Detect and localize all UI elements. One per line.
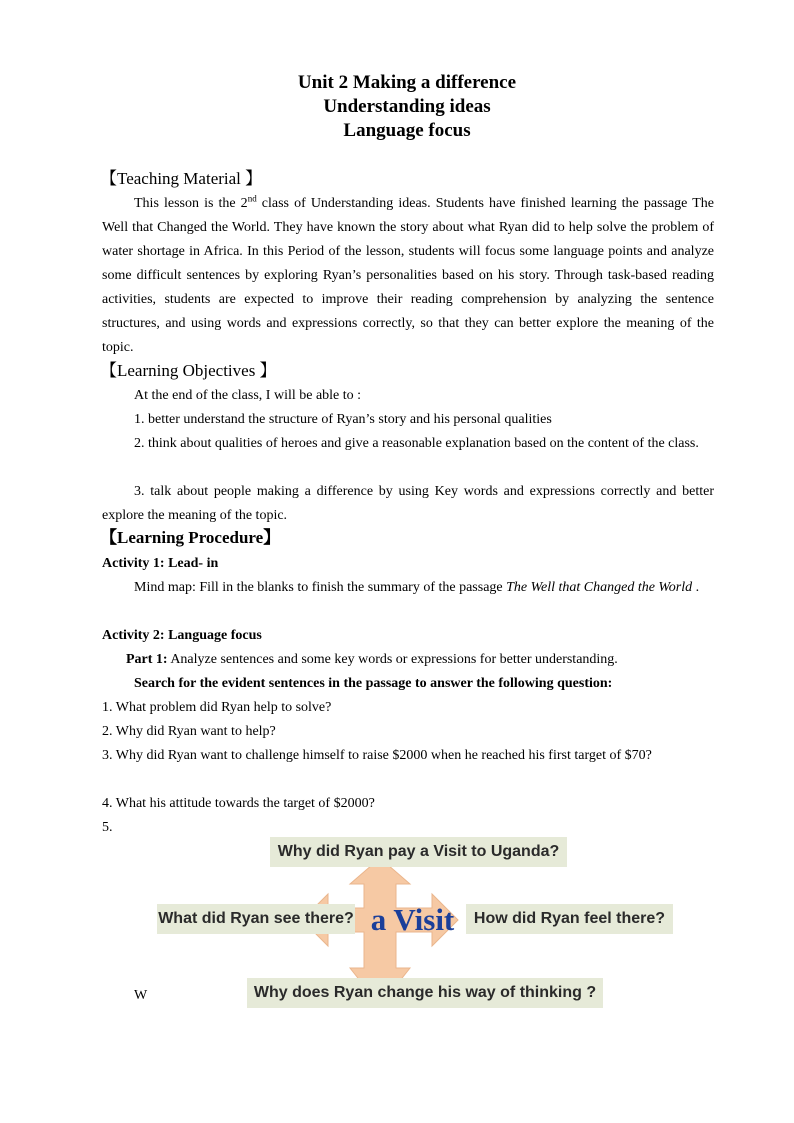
activity-1-text bbox=[102, 576, 714, 600]
activity-2-title: Activity 2: Language focus bbox=[102, 628, 262, 643]
activity-1-end: . bbox=[692, 580, 700, 595]
activity-1-title: Activity 1: Lead- in bbox=[102, 556, 219, 571]
part-1-text: Analyze sentences and some key words or expressions for better understanding. bbox=[167, 652, 618, 667]
part-1-label: Part 1: bbox=[126, 652, 168, 667]
mind-map-question-left: What did Ryan see there? bbox=[157, 904, 355, 934]
question-3: 3. Why did Ryan want to challenge himself to raise $2000 when he reached his first target of $70? bbox=[102, 748, 652, 763]
stray-letter: W bbox=[134, 988, 148, 1003]
tm-superscript: nd bbox=[247, 193, 257, 204]
unit-title: Unit 2 Making a difference bbox=[297, 72, 517, 93]
learning-objectives-heading: 【Learning Objectives 】 bbox=[100, 361, 277, 380]
objectives-intro: At the end of the class, I will be able to : bbox=[134, 388, 362, 403]
passage-title: The Well that Changed the World bbox=[506, 580, 693, 595]
activity-1-instruction: Mind map: Fill in the blanks to finish the summary of the passage bbox=[134, 580, 507, 595]
focus-title: Language focus bbox=[343, 120, 471, 141]
mind-map-question-bottom: Why does Ryan change his way of thinking ? bbox=[247, 978, 603, 1008]
objective-item-2: 2. think about qualities of heroes and give a reasonable explanation based on the content of the class. bbox=[134, 436, 699, 451]
question-1: 1. What problem did Ryan help to solve? bbox=[102, 700, 332, 715]
section-title: Understanding ideas bbox=[323, 96, 491, 117]
objective-item-3: 3. talk about people making a difference by using Key words and expressions correctly and better explore the meaning of the topic. bbox=[102, 484, 714, 523]
mind-map-question-top: Why did Ryan pay a Visit to Uganda? bbox=[270, 837, 567, 867]
mind-map-question-right: How did Ryan feel there? bbox=[466, 904, 673, 934]
tm-text-rest: class of Understanding ideas. Students have finished learning the passage The Well that Changed the World. They have known the story about what Ryan did to help solve the problem of water shortage in Africa. In this Period of the lesson, students will focus some language points and analyze some difficult sentences by exploring Ryan’s personalities based on his story. Through task-based reading activities, students are expected to improve their reading comprehension by analyzing the sentence structures, and using words and expressions correctly, so that they can better explore the meaning of the topic. bbox=[102, 196, 714, 355]
teaching-material-paragraph bbox=[102, 192, 714, 360]
tm-text-start: This lesson is the 2 bbox=[134, 196, 248, 211]
mind-map-center-label: a Visit bbox=[370, 902, 455, 937]
part-1-line bbox=[126, 648, 618, 672]
question-4: 4. What his attitude towards the target of $2000? bbox=[102, 796, 375, 811]
question-5-number: 5. bbox=[102, 820, 113, 835]
search-instruction: Search for the evident sentences in the passage to answer the following question: bbox=[134, 676, 613, 691]
teaching-material-heading: 【Teaching Material 】 bbox=[100, 169, 263, 188]
objective-item-1: 1. better understand the structure of Ryan’s story and his personal qualities bbox=[134, 412, 552, 427]
question-2: 2. Why did Ryan want to help? bbox=[102, 724, 276, 739]
learning-procedure-heading: 【Learning Procedure】 bbox=[100, 528, 281, 547]
